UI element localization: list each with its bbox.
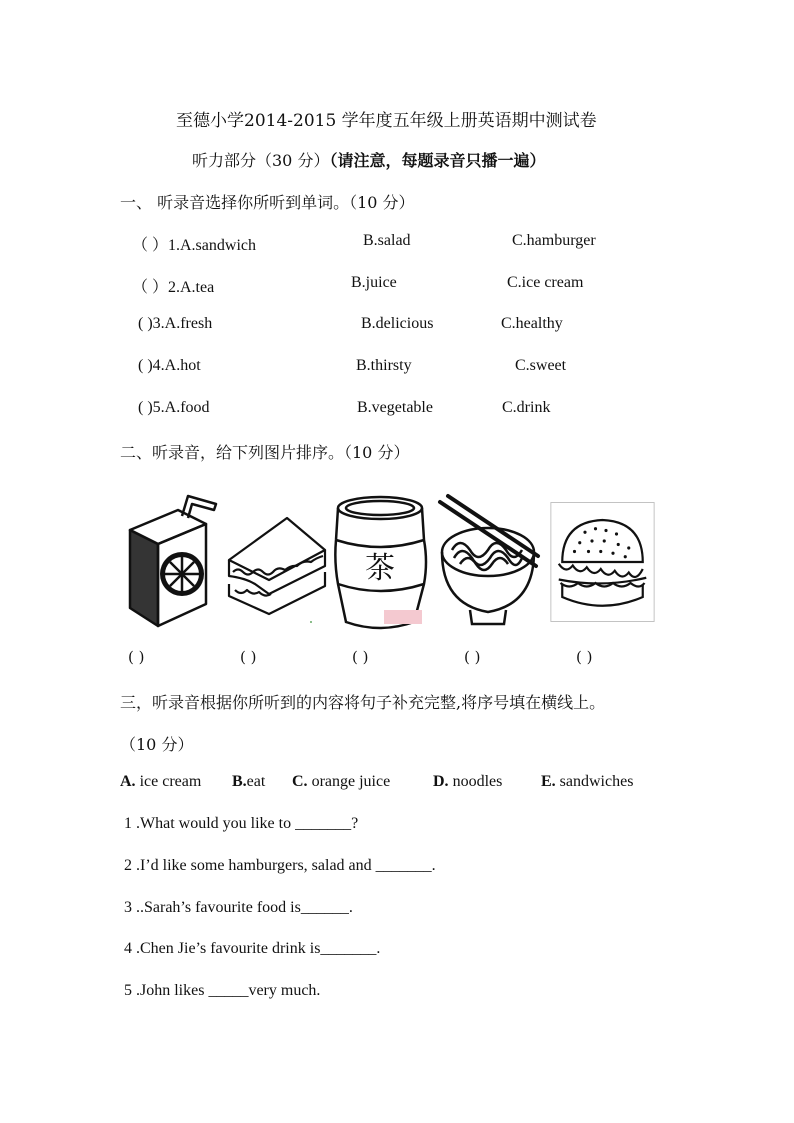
q1-option-c: C.hamburger [512, 232, 596, 249]
hamburger-icon [550, 492, 655, 632]
q3-option-b: B.delicious [361, 315, 434, 332]
q5-row-prefix: ( )5.A.food [138, 399, 210, 416]
picture-blank-1[interactable]: ( ) [128, 648, 145, 666]
q4-option-c: C.sweet [515, 357, 567, 374]
exam-title: 至德小学2014-2015 学年度五年级上册英语期中测试卷 [176, 111, 597, 131]
option-a: A. ice cream [120, 773, 202, 790]
option-c: C. orange juice [292, 773, 391, 790]
sentence-3: 3 ..Sarah’s favourite food is______. [124, 899, 353, 916]
q3-row-prefix: ( )3.A.fresh [138, 315, 213, 332]
juice-box-icon [120, 492, 225, 632]
section3-points: （10 分） [120, 735, 194, 754]
q2-option-b: B.juice [351, 274, 397, 291]
q1-row-prefix: （ ）1.A.sandwich [132, 237, 256, 254]
picture-blank-3[interactable]: ( ) [352, 648, 369, 666]
sentence-2: 2 .I’d like some hamburgers, salad and _______. [124, 857, 436, 874]
q4-option-b: B.thirsty [356, 357, 412, 374]
picture-blank-5[interactable]: ( ) [576, 648, 593, 666]
listening-subtitle [192, 148, 545, 171]
q5-option-c: C.drink [502, 399, 551, 416]
section2-heading: 二、听录音，给下列图片排序。（10 分） [120, 443, 410, 462]
sentence-1: 1 .What would you like to _______? [124, 815, 359, 832]
noodles-icon [436, 492, 541, 632]
picture-blank-4[interactable]: ( ) [464, 648, 481, 666]
q5-option-b: B.vegetable [357, 399, 433, 416]
tea-cup-icon [328, 492, 433, 632]
sentence-5: 5 .John likes _____very much. [124, 982, 321, 999]
q2-option-c: C.ice cream [507, 274, 584, 291]
sentence-4: 4 .Chen Jie’s favourite drink is_______. [124, 940, 381, 957]
tea-char: 茶 [365, 551, 395, 586]
option-b: B.eat [232, 773, 266, 790]
q3-option-c: C.healthy [501, 315, 563, 332]
q1-option-b: B.salad [363, 232, 411, 249]
q4-row-prefix: ( )4.A.hot [138, 357, 201, 374]
sandwich-icon [225, 492, 330, 632]
option-d: D. noodles [433, 773, 503, 790]
option-e: E. sandwiches [541, 773, 634, 790]
subtitle-note: （请注意，每题录音只播一遍） [329, 151, 546, 170]
subtitle-plain: 听力部分（30 分） [192, 151, 330, 170]
picture-blank-2[interactable]: ( ) [240, 648, 257, 666]
q2-row-prefix: （ ）2.A.tea [132, 279, 215, 296]
section1-heading: 一、 听录音选择你所听到单词。（10 分） [120, 193, 415, 212]
section3-heading: 三，听录音根据你所听到的内容将句子补充完整,将序号填在横线上。 [120, 693, 606, 712]
